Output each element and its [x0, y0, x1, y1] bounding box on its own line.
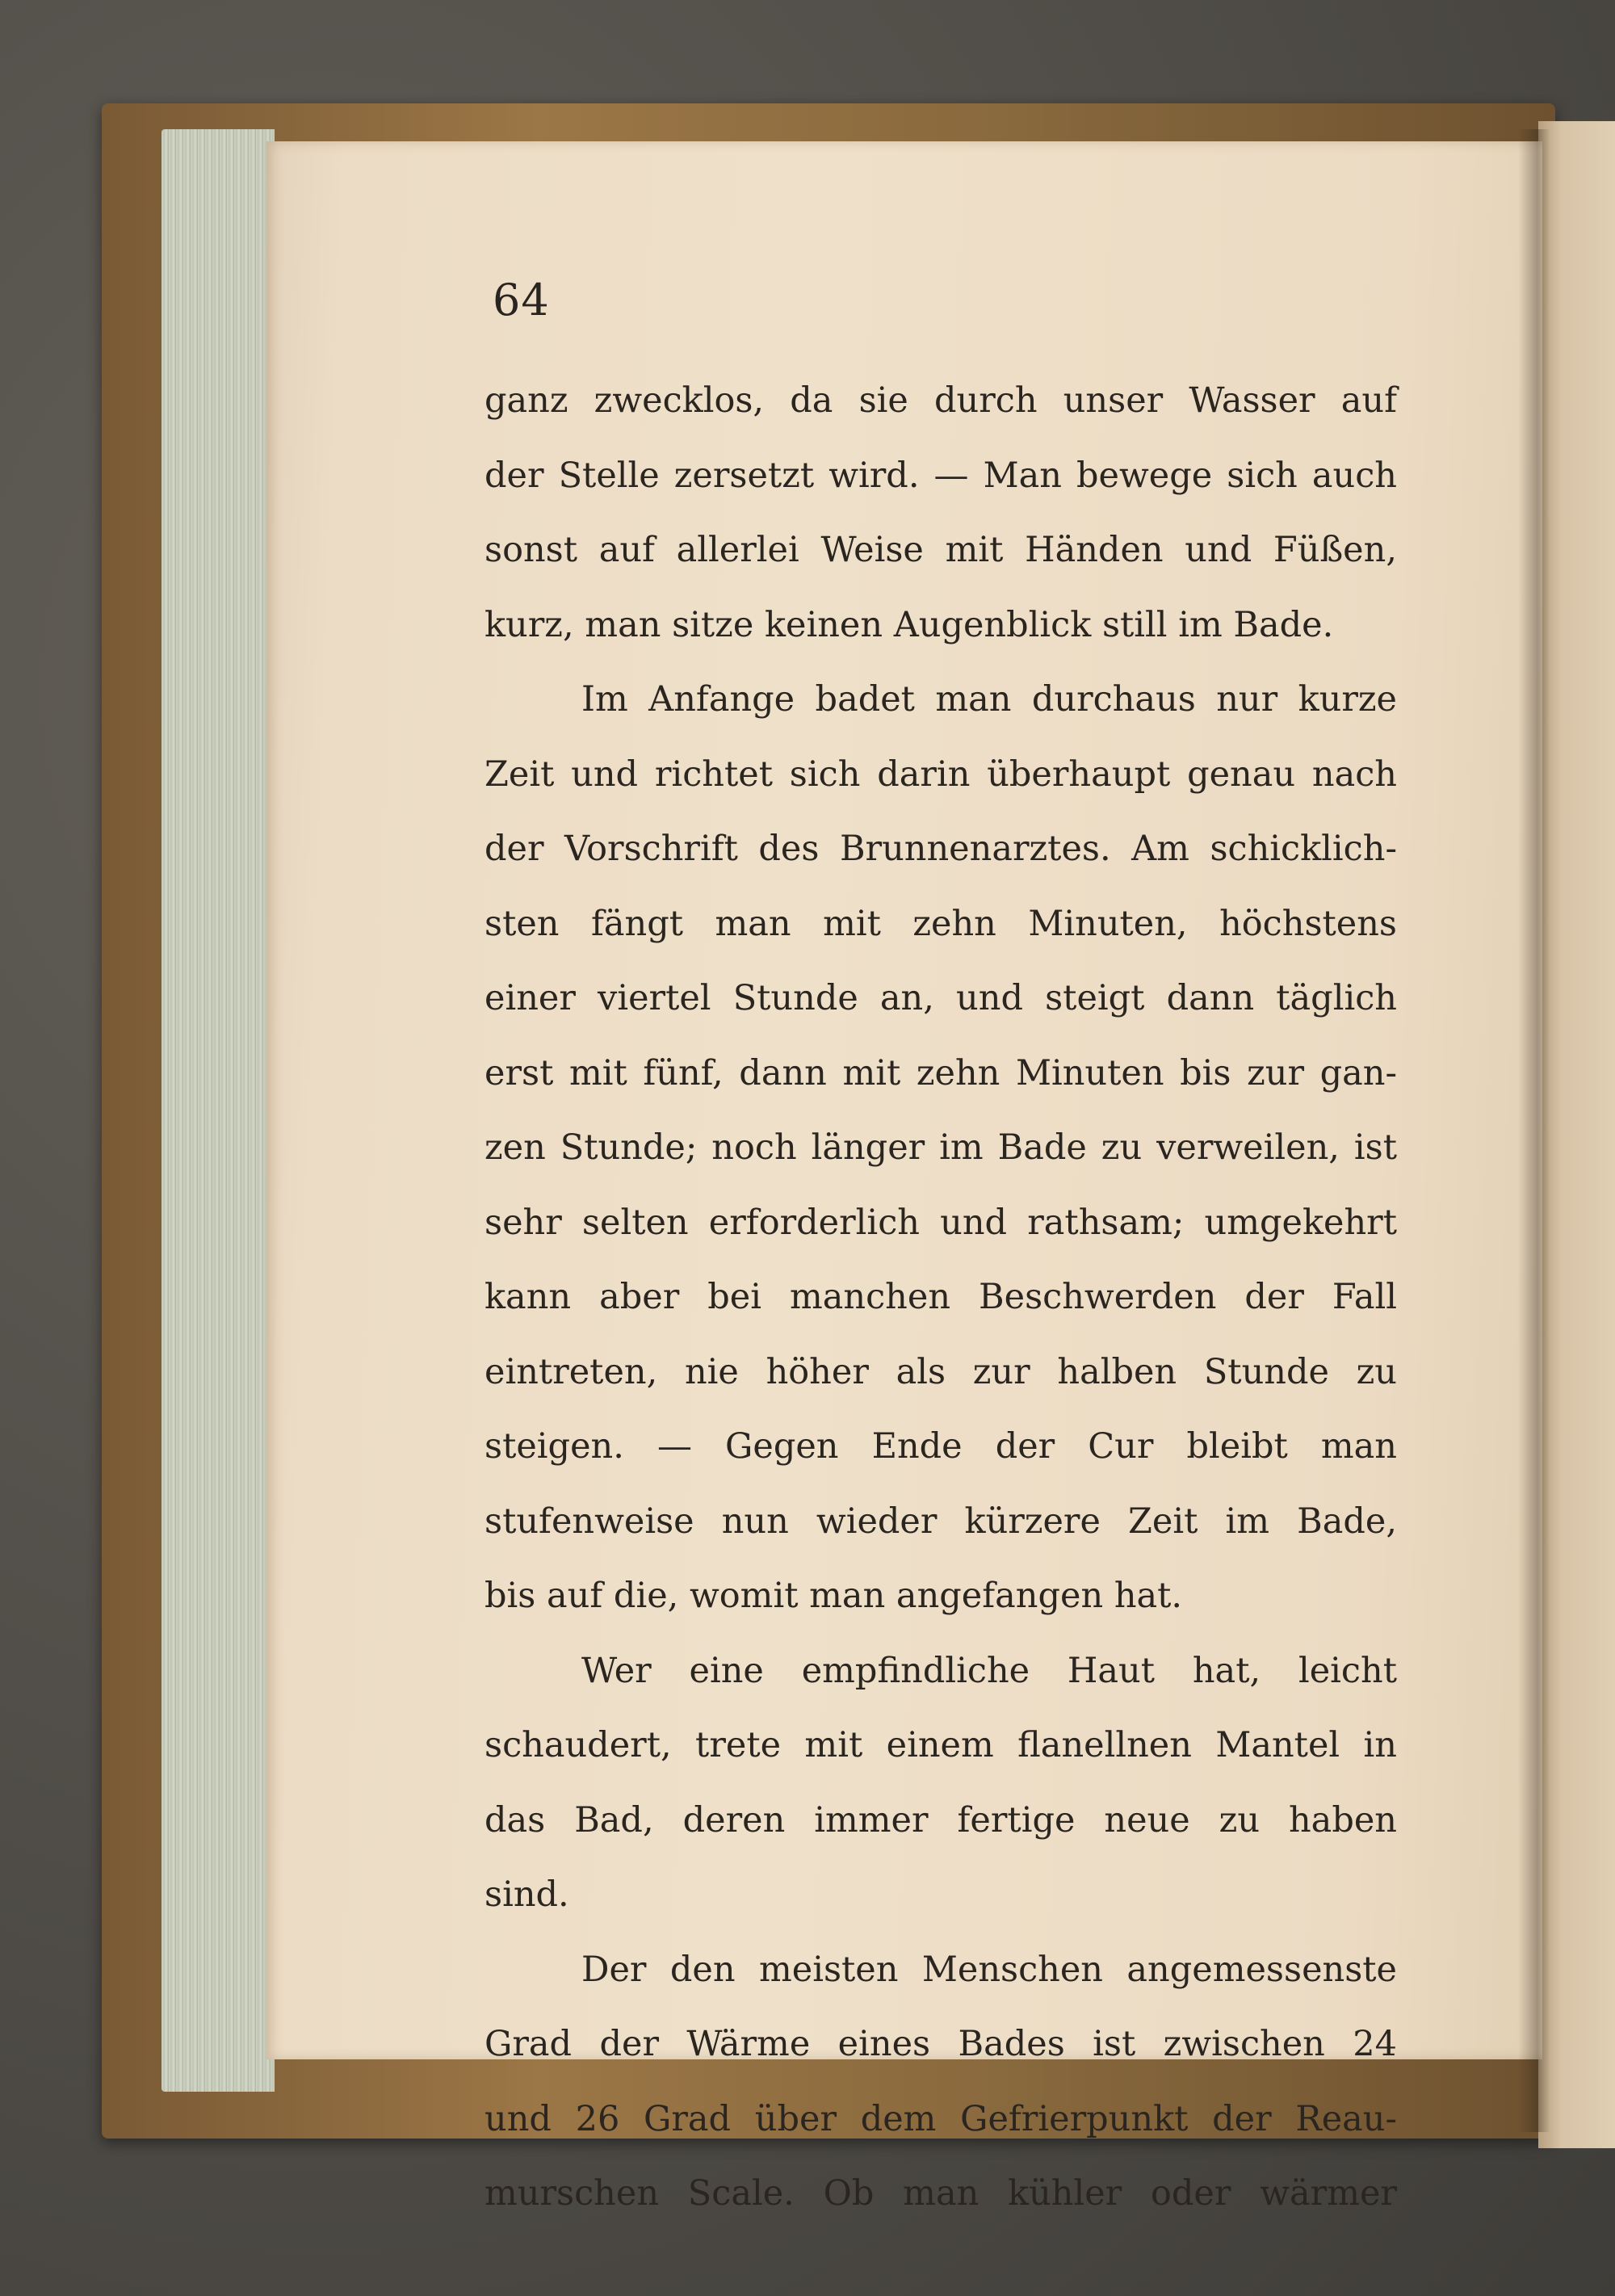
text-line: kurz, man sitze keinen Augenblick still im Bade. — [484, 604, 1334, 645]
text-line: eintreten, nie höher als zur halben Stunde zu — [484, 1351, 1397, 1392]
gutter-shadow — [1518, 129, 1550, 2132]
text-line: einer viertel Stunde an, und steigt dann täglich — [484, 978, 1397, 1018]
page-text — [484, 363, 1397, 2231]
text-line: Wer eine empfindliche Haut hat, leicht — [581, 1650, 1397, 1691]
text-line: ganz zwecklos, da sie durch unser Wasser auf — [484, 380, 1397, 421]
text-line: das Bad, deren immer fertige neue zu haben — [484, 1799, 1397, 1841]
text-line: Der den meisten Menschen angemessenste — [581, 1949, 1397, 1990]
text-line: steigen. — Gegen Ende der Cur bleibt man — [484, 1426, 1397, 1467]
text-line: stufenweise nun wieder kürzere Zeit im Bade, — [484, 1501, 1397, 1542]
text-line: erst mit fünf, dann mit zehn Minuten bis zur gan- — [484, 1052, 1397, 1093]
text-line: zen Stunde; noch länger im Bade zu verweilen, ist — [484, 1127, 1397, 1168]
text-line: sten fängt man mit zehn Minuten, höchstens — [484, 903, 1397, 944]
text-line: kann aber bei manchen Beschwerden der Fall — [484, 1277, 1397, 1317]
text-line: bis auf die, womit man angefangen hat. — [484, 1576, 1183, 1616]
page-edges — [162, 129, 275, 2092]
text-line: sonst auf allerlei Weise mit Händen und Füßen, — [484, 530, 1397, 570]
text-line: Grad der Wärme eines Bades ist zwischen 24 — [484, 2024, 1397, 2064]
page-number: 64 — [493, 275, 550, 325]
text-line: Zeit und richtet sich darin überhaupt genau nach — [484, 753, 1397, 795]
text-line: murschen Scale. Ob man kühler oder wärmer — [484, 2173, 1397, 2214]
text-line: der Vorschrift des Brunnenarztes. Am schicklich- — [484, 829, 1397, 869]
text-line: schaudert, trete mit einem flanellnen Mantel in — [484, 1725, 1397, 1765]
text-line: der Stelle zersetzt wird. — Man bewege sich auch — [484, 455, 1397, 496]
text-line: sind. — [484, 1874, 569, 1915]
text-line: Im Anfange badet man durchaus nur kurze — [581, 679, 1397, 720]
text-line: sehr selten erforderlich und rathsam; umgekehrt — [484, 1202, 1397, 1243]
text-line: und 26 Grad über dem Gefrierpunkt der Reau- — [484, 2098, 1397, 2139]
